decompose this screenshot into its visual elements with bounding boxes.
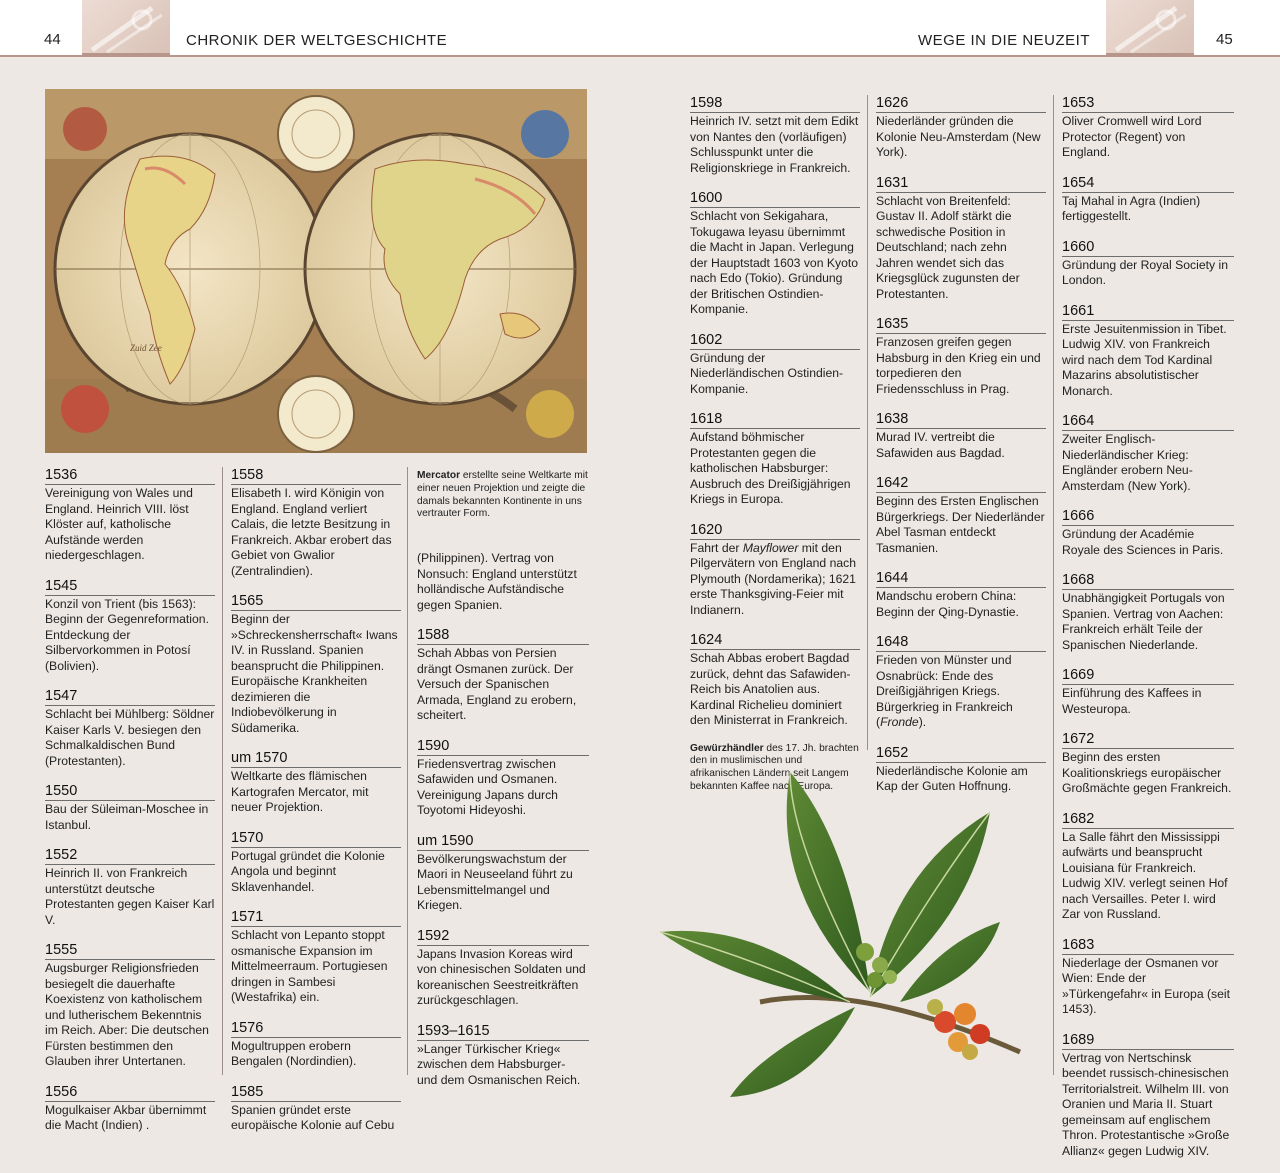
chronicle-entry (1062, 731, 1234, 797)
chronicle-entry (417, 928, 589, 1009)
entry-year: 1661 (1062, 303, 1234, 321)
column-divider (407, 467, 408, 1075)
chronicle-entry (690, 190, 860, 318)
chronicle-entry (876, 570, 1046, 620)
chronicle-entry (690, 332, 860, 398)
chronicle-entry (690, 411, 860, 508)
chronicle-entry (1062, 508, 1234, 558)
entry-text: Japans Invasion Koreas wird von chinesischen Soldaten und koreanischen Seestreitkräften zurückgeschlagen. (417, 946, 586, 1008)
column-divider (222, 467, 223, 1075)
entry-text: Aufstand böhmischer Protestanten gegen die katholischen Habsburger: Ausbruch des Dreißigjährigen Kriegs in Europa. (690, 430, 851, 506)
entry-year: 1682 (1062, 811, 1234, 829)
entry-year: 1592 (417, 928, 589, 946)
entry-year: 1626 (876, 95, 1046, 113)
chronicle-entry (45, 1084, 215, 1134)
chronicle-entry (876, 95, 1046, 161)
chronicle-entry (231, 467, 401, 579)
chronicle-entry (690, 95, 860, 176)
chronicle-entry (1062, 937, 1234, 1018)
chronicle-entry (231, 830, 401, 896)
entry-year: 1556 (45, 1084, 215, 1102)
entry-text: Vertrag von Nertschinsk beendet russisch-chinesischen Territorialstreit. Wilhelm III. von Oranien und Maria II. Stuart gemeinsam auf englischem Thron. Protestantische »Große Allianz« gegen Ludwig XIV. (1062, 1050, 1230, 1158)
entry-year: 1666 (1062, 508, 1234, 526)
entry-year: 1600 (690, 190, 860, 208)
entry-text: Mogultruppen erobern Bengalen (Nordindien). (231, 1038, 357, 1068)
entry-text: Heinrich II. von Frankreich unterstützt deutsche Protestanten gegen Kaiser Karl V. (45, 866, 215, 927)
entry-text: Beginn des ersten Koalitionskriegs europäischer Großmächte gegen Frankreich. (1062, 750, 1232, 795)
entry-year: 1660 (1062, 239, 1234, 257)
column-divider (1053, 95, 1054, 1075)
entry-year: 1642 (876, 475, 1046, 493)
entry-year: 1552 (45, 847, 215, 865)
entry-year: 1624 (690, 632, 860, 650)
entry-year: 1644 (876, 570, 1046, 588)
caption-text: des 17. Jh. brachten den in muslimischen und afrikanischen Ländern seit Langem bekannten Kaffee nach Europa. (690, 742, 859, 792)
entry-text-part: Frieden von Münster und Osnabrück: Ende des Dreißigjährigen Kriegs. Bürgerkrieg in Frankreich ( (876, 653, 1013, 729)
chronicle-entry (1062, 175, 1234, 225)
chronicle-entry (231, 1020, 401, 1070)
entry-text: Gründung der Académie Royale des Sciences in Paris. (1062, 527, 1224, 557)
entry-year: 1588 (417, 627, 589, 645)
chronicle-entry (1062, 1032, 1234, 1160)
chronicle-entry (1062, 239, 1234, 289)
chronicle-entry (45, 688, 215, 769)
entry-year: 1555 (45, 942, 215, 960)
chronicle-entry (876, 475, 1046, 556)
entry-year: 1570 (231, 830, 401, 848)
chronicle-entry (417, 1023, 589, 1089)
entry-continuation: (Philippinen). Vertrag von Nonsuch: England unterstützt holländische Aufständische gegen Spanien. (417, 551, 577, 612)
entry-year: 1585 (231, 1084, 401, 1102)
entry-text: Niederländer gründen die Kolonie Neu-Amsterdam (New York). (876, 114, 1041, 159)
entry-year: 1689 (1062, 1032, 1234, 1050)
entry-text: Spanien gründet erste europäische Kolonie auf Cebu (231, 1102, 395, 1132)
entry-text: Niederländische Kolonie am Kap der Guten Hoffnung. (876, 763, 1028, 793)
coffee-branch-image (640, 752, 1040, 1098)
entry-text: Gründung der Niederländischen Ostindien-Kompanie. (690, 350, 844, 396)
chronicle-entry (417, 738, 589, 819)
entry-year: 1654 (1062, 175, 1234, 193)
chronicle-entry (45, 467, 215, 564)
chronicle-entry (1062, 572, 1234, 653)
entry-year: 1545 (45, 578, 215, 596)
chronicle-entry (1062, 95, 1234, 161)
entry-text: Augsburger Religionsfrieden besiegelt die dauerhafte Koexistenz von katholischem und lutherischem Bekenntnis im Reich. Aber: Die deutschen Fürsten bestimmen den Glauben ihrer Untertanen. (45, 961, 209, 1068)
entry-year: 1653 (1062, 95, 1234, 113)
entry-year: 1668 (1062, 572, 1234, 590)
chronicle-entry (417, 627, 589, 724)
page-number-left: 44 (44, 31, 61, 48)
chronicle-column-2 (231, 467, 401, 1148)
entry-text: Vereinigung von Wales und England. Heinrich VIII. löst Klöster auf, katholische Aufstände werden niedergeschlagen. (45, 486, 193, 562)
entry-year: 1576 (231, 1020, 401, 1038)
entry-text: Heinrich IV. setzt mit dem Edikt von Nantes den (vorläufigen) Schlusspunkt unter die Religionskriege in Frankreich. (690, 114, 859, 175)
entry-year: 1536 (45, 467, 215, 485)
entry-text: Mogulkaiser Akbar übernimmt die Macht (Indien) . (45, 1102, 207, 1132)
entry-text: Schlacht von Lepanto stoppt osmanische Expansion im Mittelmeerraum. Portugiesen dringen in Sambesi (Westafrika) ein. (231, 928, 388, 1004)
entry-text: Einführung des Kaffees in Westeuropa. (1062, 686, 1202, 716)
caption-lead: Gewürzhändler (690, 742, 764, 754)
entry-text (876, 653, 1046, 731)
entry-year: um 1570 (231, 750, 401, 768)
entry-year: 1635 (876, 316, 1046, 334)
chronicle-entry (45, 578, 215, 675)
chronicle-entry (876, 175, 1046, 303)
entry-year: 1638 (876, 411, 1046, 429)
chronicle-column-5 (876, 95, 1046, 809)
entry-text: Franzosen greifen gegen Habsburg in den Krieg ein und torpedieren den Friedensschluss in Prag. (876, 335, 1041, 396)
caption-text: erstellte seine Weltkarte mit einer neuen Projektion und zeigte die damals bekannten Kontinente in uns vertrauter Form. (417, 470, 588, 520)
entry-text: Murad IV. vertreibt die Safawiden aus Bagdad. (876, 430, 1005, 460)
page-header (0, 0, 1280, 57)
chronicle-entry (231, 750, 401, 816)
chronicle-entry (417, 833, 589, 914)
entry-year: 1652 (876, 745, 1046, 763)
entry-year: 1565 (231, 593, 401, 611)
map-caption (417, 470, 589, 521)
entry-text: Friedensvertrag zwischen Safawiden und Osmanen. Vereinigung Japans durch Toyotomi Hideyoshi. (417, 756, 558, 818)
quill-and-tools-icon (82, 0, 170, 55)
entry-year: 1558 (231, 467, 401, 485)
entry-year: um 1590 (417, 833, 589, 851)
entry-text-part: mit den Pilgervätern von England nach Plymouth (Nordamerika); 1621 erste Thanksgiving-Feier mit Indianern. (690, 540, 856, 617)
chronicle-entry (1062, 811, 1234, 923)
entry-text: Oliver Cromwell wird Lord Protector (Regent) von England. (1062, 114, 1202, 159)
entry-year: 1620 (690, 522, 860, 540)
chronicle-entry (45, 847, 215, 928)
entry-year: 1593–1615 (417, 1023, 589, 1041)
chronicle-entry (876, 411, 1046, 461)
entry-text: »Langer Türkischer Krieg« zwischen dem Habsburger- und dem Osmanischen Reich. (417, 1041, 581, 1087)
entry-text: Unabhängigkeit Portugals von Spanien. Vertrag von Aachen: Frankreich erhält Teile der Spanischen Niederlande. (1062, 591, 1225, 652)
page-number-right: 45 (1216, 31, 1233, 48)
entry-text-part: Fahrt der (690, 540, 743, 555)
entry-text-emphasis: Fronde (880, 715, 919, 729)
column-divider (867, 95, 868, 750)
entry-text: Niederlage der Osmanen vor Wien: Ende der »Türkengefahr« in Europa (seit 1453). (1062, 955, 1231, 1016)
entry-text: Mandschu erobern China: Beginn der Qing-Dynastie. (876, 589, 1019, 619)
entry-text: Schlacht von Sekigahara, Tokugawa Ieyasu übernimmt die Macht in Japan. Verlegung der Hauptstadt 1603 von Kyoto nach Edo (Tokio). Gründung der Britischen Ostindien-Kompanie. (690, 209, 859, 316)
entry-year: 1598 (690, 95, 860, 113)
entry-text: Beginn der »Schreckensherrschaft« Iwans IV. in Russland. Spanien beansprucht die Philippinen. Europäische Krankheiten dezimieren die Indiobevölkerung in Südamerika. (231, 612, 398, 735)
chronicle-column-1 (45, 467, 215, 1148)
chronicle-entry (690, 632, 860, 729)
map-label-zuid-zee: Zuid Zee (130, 343, 162, 353)
entry-text-emphasis: Mayflower (742, 540, 799, 555)
entry-text: Erste Jesuitenmission in Tibet. Ludwig XIV. von Frankreich wird nach dem Tod Kardinal Mazarins absolutistischer Monarch. (1062, 321, 1227, 398)
entry-year: 1664 (1062, 413, 1234, 431)
entry-text: Bau der Süleiman-Moschee in Istanbul. (45, 802, 209, 832)
entry-year: 1648 (876, 634, 1046, 652)
entry-text: Elisabeth I. wird Königin von England. England verliert Calais, die letzte Besitzung in Frankreich. Akbar erobert das Gebiet von Gwalior (Zentralindien). (231, 486, 392, 578)
chronicle-entry (45, 783, 215, 833)
entry-year: 1618 (690, 411, 860, 429)
chronicle-entry (1062, 413, 1234, 494)
entry-text: Schlacht von Breitenfeld: Gustav II. Adolf stärkt die schwedische Position in Deutschland; nach zehn Jahren wendet sich das Kriegsglück zugunsten der Protestanten. (876, 193, 1020, 301)
chronicle-column-3 (417, 470, 589, 1102)
entry-text: Konzil von Trient (bis 1563): Beginn der Gegenreformation. Entdeckung der Silbervorkommen in Potosí (Bolivien). (45, 596, 209, 673)
quill-and-tools-icon (1106, 0, 1194, 55)
chronicle-entry (1062, 303, 1234, 400)
entry-year: 1683 (1062, 937, 1234, 955)
entry-year: 1571 (231, 909, 401, 927)
entry-text: Schah Abbas erobert Bagdad zurück, dehnt das Safawiden-Reich bis Anatolien aus. Kardinal Richelieu dominiert den Ministerrat in Frankreich. (690, 651, 851, 727)
chronicle-column-6 (1062, 95, 1234, 1173)
chronicle-entry (45, 942, 215, 1070)
entry-year: 1602 (690, 332, 860, 350)
entry-text: Bevölkerungswachstum der Maori in Neuseeland führt zu Lebensmittelmangel und Kriegen. (417, 851, 573, 913)
entry-text: Zweiter Englisch-Niederländischer Krieg: Engländer erobern Neu-Amsterdam (New York). (1062, 432, 1193, 493)
chronicle-column-4 (690, 95, 860, 794)
chronicle-entry (690, 522, 860, 619)
entry-text: Beginn des Ersten Englischen Bürgerkriegs. Der Niederländer Abel Tasman entdeckt Tasmanien. (876, 494, 1045, 555)
caption-lead: Mercator (417, 470, 461, 481)
entry-text: La Salle fährt den Mississippi aufwärts und beansprucht Louisiana für Frankreich. Ludwig XIV. verlegt seinen Hof nach Versailles. Peter I. wird Zar von Russland. (1062, 829, 1228, 921)
entry-text: Schah Abbas von Persien drängt Osmanen zurück. Der Versuch der Spanischen Armada, England zu erobern, scheitert. (417, 646, 577, 723)
entry-year: 1547 (45, 688, 215, 706)
chronicle-entry (231, 1084, 401, 1134)
entry-year: 1669 (1062, 667, 1234, 685)
entry-text (690, 541, 860, 619)
chronicle-entry (876, 634, 1046, 731)
entry-year: 1590 (417, 738, 589, 756)
entry-text: Gründung der Royal Society in London. (1062, 257, 1228, 287)
entry-text: Weltkarte des flämischen Kartografen Mercator, mit neuer Projektion. (231, 769, 369, 814)
entry-text: Taj Mahal in Agra (Indien) fertiggestellt. (1062, 193, 1201, 223)
running-title-left: CHRONIK DER WELTGESCHICHTE (186, 32, 448, 49)
chronicle-entry (231, 909, 401, 1006)
chronicle-entry (1062, 667, 1234, 717)
chronicle-entry (876, 316, 1046, 397)
entry-text: Portugal gründet die Kolonie Angola und beginnt Sklavenhandel. (231, 848, 385, 894)
entry-text: Schlacht bei Mühlberg: Söldner Kaiser Karls V. besiegen den Schmalkaldischen Bund (Protestanten). (45, 707, 215, 768)
entry-year: 1550 (45, 783, 215, 801)
chronicle-entry (231, 593, 401, 736)
entry-text-part: ). (918, 715, 927, 729)
world-map-image (45, 89, 587, 453)
entry-year: 1672 (1062, 731, 1234, 749)
entry-year: 1631 (876, 175, 1046, 193)
running-title-right: WEGE IN DIE NEUZEIT (917, 32, 1090, 49)
